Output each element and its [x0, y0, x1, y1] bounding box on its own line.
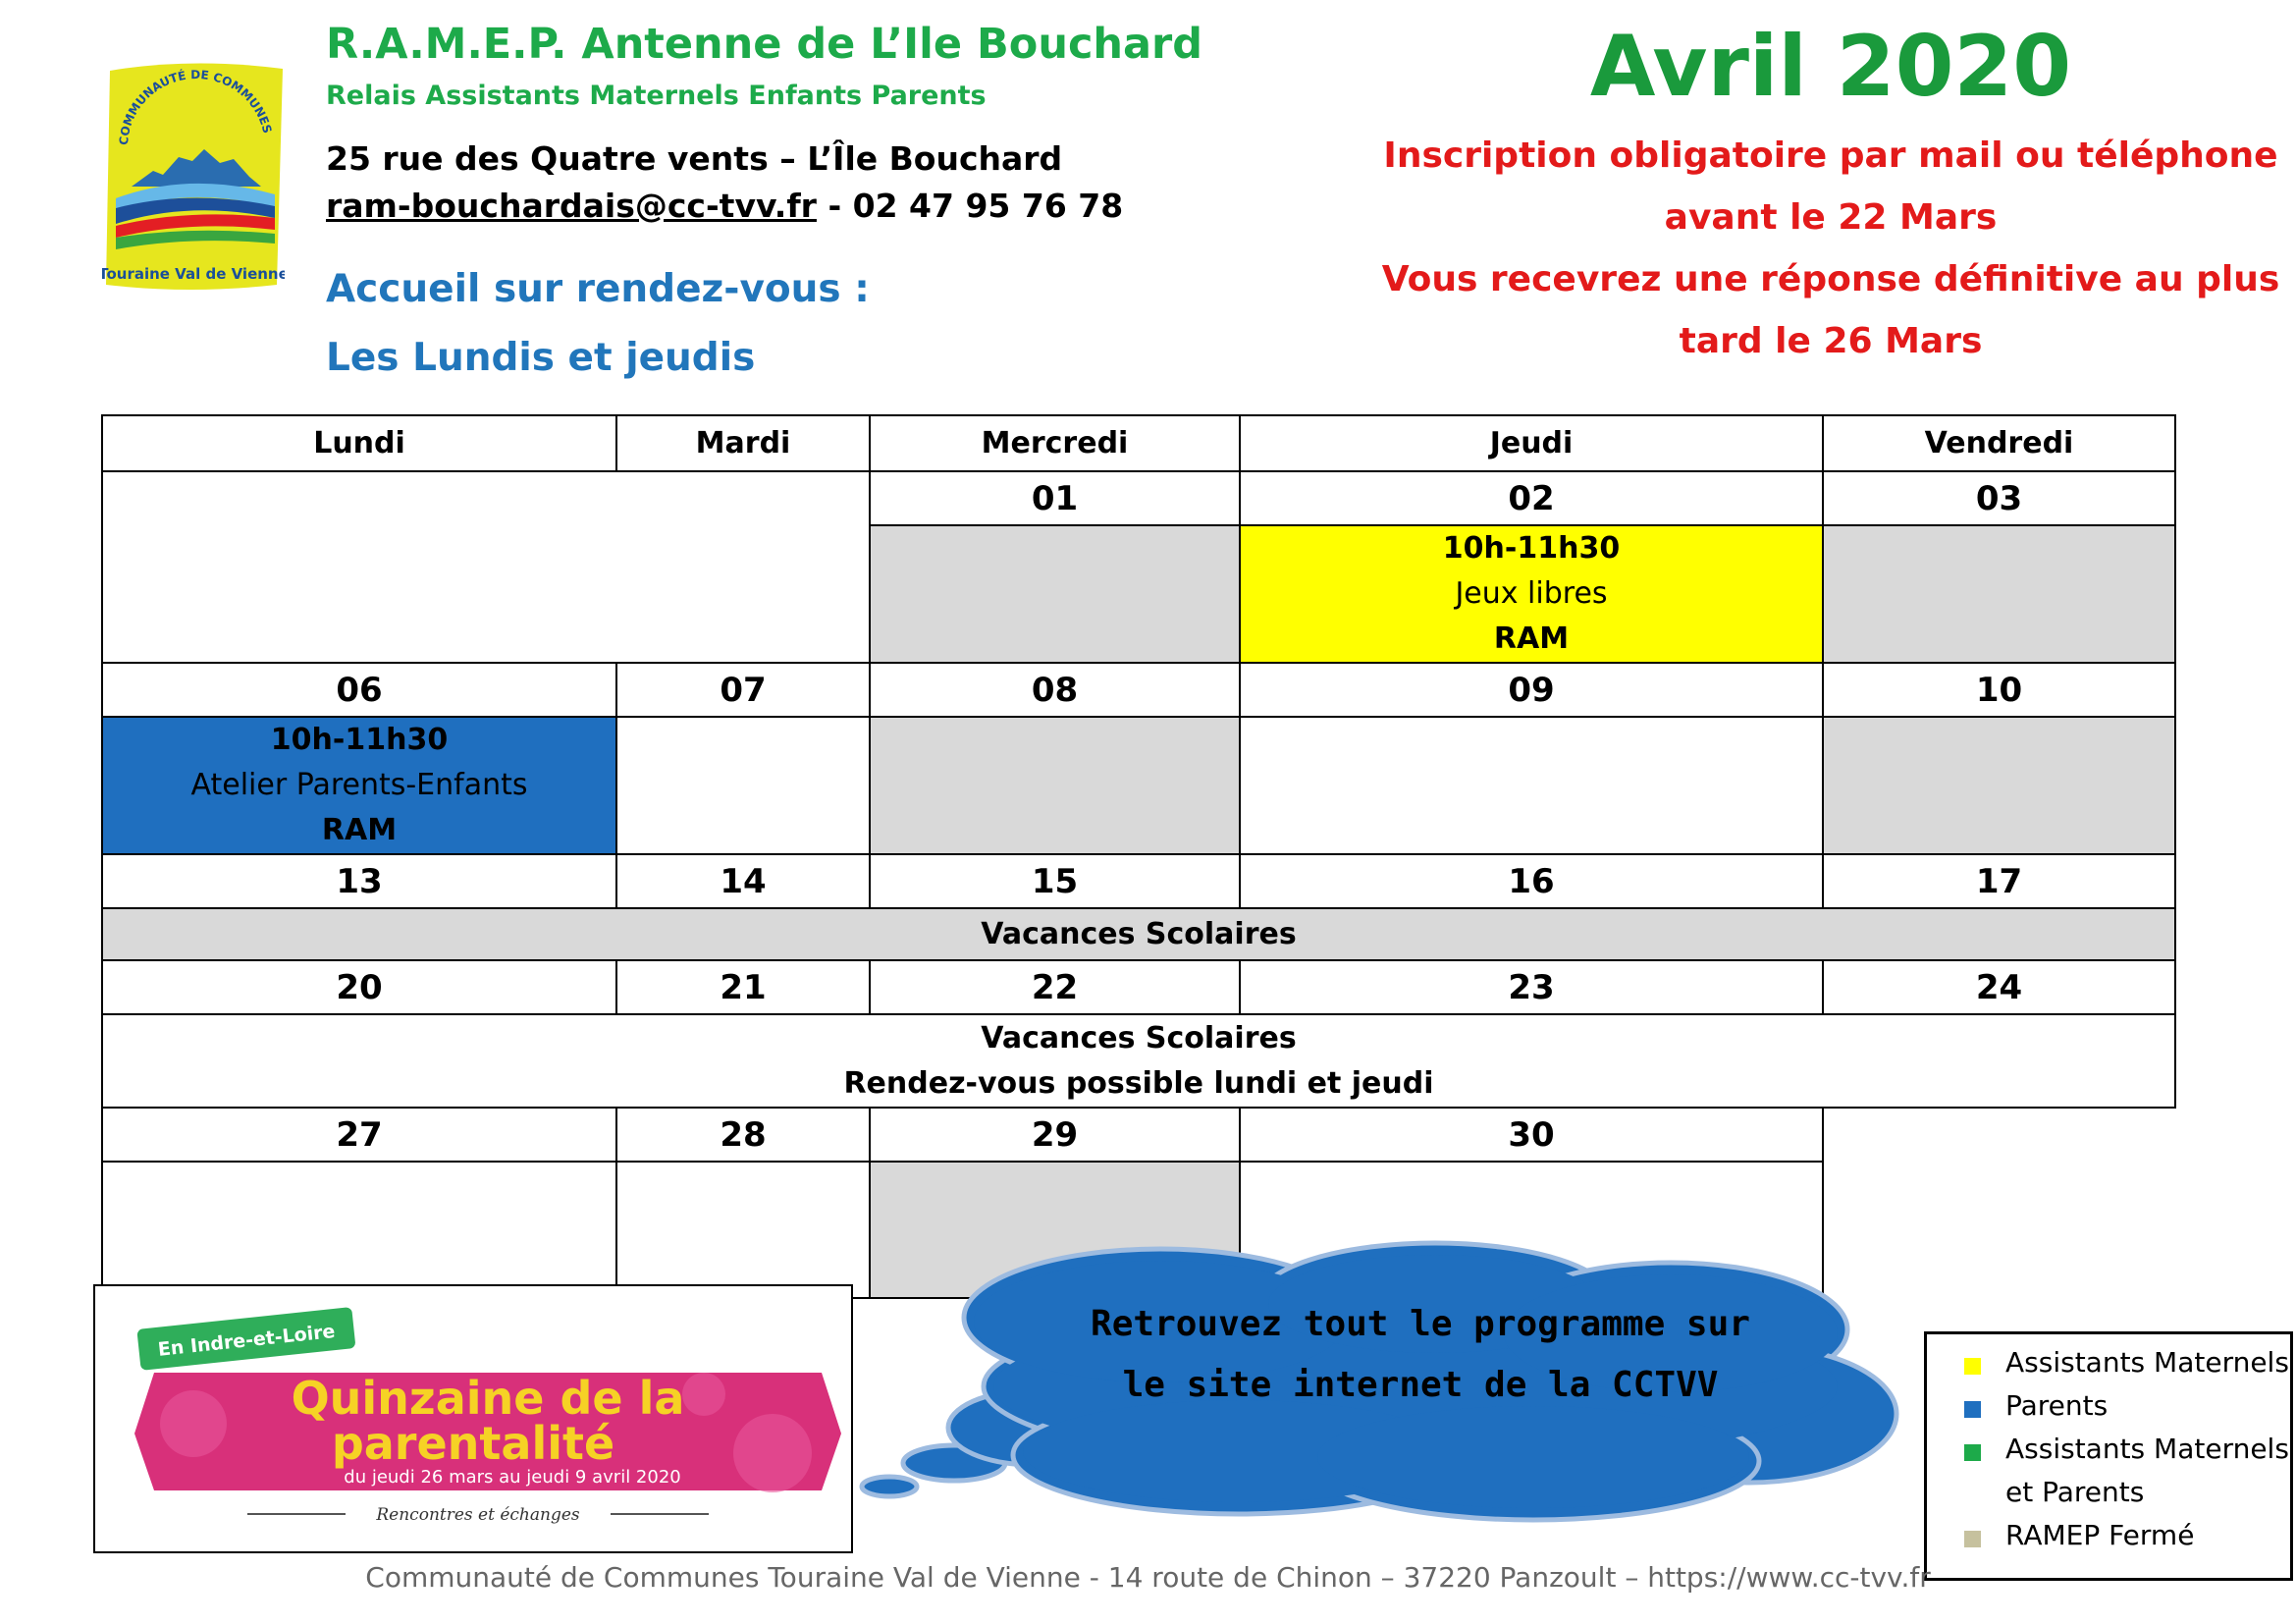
weekday-thursday: Jeudi: [1240, 415, 1823, 471]
empty-cell: [102, 471, 870, 663]
logo-arc-text: COMMUNAUTÉ DE COMMUNES: [116, 67, 275, 146]
week-3-dates: [102, 854, 2175, 908]
legend-swatch-green: [1964, 1444, 1981, 1461]
vacation-label: Vacances Scolaires: [981, 1020, 1297, 1056]
notice-line-3: Vous recevrez une réponse définitive au plus: [1381, 259, 2280, 299]
promo-tagline: Rencontres et échanges: [376, 1505, 580, 1525]
event-name: Jeux libres: [1455, 576, 1608, 611]
date-cell: 30: [1240, 1108, 1823, 1162]
date-cell: 28: [616, 1108, 870, 1162]
calendar: [101, 414, 2174, 1299]
month-title: Avril 2020: [1589, 18, 2072, 116]
header-subtitle: Relais Assistants Maternels Enfants Parents: [326, 81, 987, 111]
date-cell: 15: [870, 854, 1240, 908]
website-cloud: [846, 1239, 1955, 1543]
promo-banner: [93, 1284, 853, 1553]
date-cell: 24: [1823, 960, 2175, 1014]
notice-line-2: avant le 22 Mars: [1664, 197, 1998, 238]
legend-swatch-yellow: [1964, 1358, 1981, 1375]
empty-cell: [1240, 717, 1823, 854]
logo-caption: Touraine Val de Vienne: [102, 265, 285, 283]
vacation-note: Rendez-vous possible lundi et jeudi: [843, 1065, 1434, 1101]
vacation-cell: [102, 1014, 2175, 1108]
date-cell: 14: [616, 854, 870, 908]
week-4-vacation: [102, 1014, 2175, 1108]
event-jeux-libres[interactable]: [1240, 525, 1823, 663]
empty-cell: [616, 717, 870, 854]
promo-tag: En Indre-et-Loire: [156, 1321, 337, 1361]
promo-dates: du jeudi 26 mars au jeudi 9 avril 2020: [344, 1467, 681, 1488]
legend-swatch-blue: [1964, 1401, 1981, 1418]
notice-line-1: Inscription obligatoire par mail ou téléphone: [1383, 135, 2278, 176]
empty-cell: [616, 1162, 870, 1298]
weekday-friday: Vendredi: [1823, 415, 2175, 471]
date-cell: 16: [1240, 854, 1823, 908]
legend-label: Parents: [2005, 1389, 2109, 1422]
date-cell: 22: [870, 960, 1240, 1014]
closed-cell: [870, 525, 1240, 663]
closed-cell: [870, 717, 1240, 854]
event-time: 10h-11h30: [270, 723, 449, 757]
date-cell: 27: [102, 1108, 616, 1162]
date-cell: 17: [1823, 854, 2175, 908]
weekday-header-row: [102, 415, 2175, 471]
legend-label: et Parents: [2005, 1476, 2145, 1508]
date-cell: 06: [102, 663, 616, 717]
accueil-days: Les Lundis et jeudis: [326, 336, 756, 380]
week-5-dates: [102, 1108, 2175, 1162]
header-address: 25 rue des Quatre vents – L’Île Bouchard: [326, 139, 1063, 178]
footer-text: Communauté de Communes Touraine Val de Vienne - 14 route de Chinon – 37220 Panzoult – https://www.cc-tvv.fr: [365, 1561, 1931, 1594]
weekday-wednesday: Mercredi: [870, 415, 1240, 471]
weekday-monday: Lundi: [102, 415, 616, 471]
empty-cell: [102, 1162, 616, 1298]
vacation-cell: [102, 908, 2175, 960]
date-cell: 03: [1823, 471, 2175, 525]
closed-cell: [1823, 717, 2175, 854]
date-cell: 21: [616, 960, 870, 1014]
legend-label: Assistants Maternels: [2005, 1346, 2289, 1379]
legend-label: RAMEP Fermé: [2005, 1519, 2195, 1551]
date-cell: 09: [1240, 663, 1823, 717]
date-cell: 02: [1240, 471, 1823, 525]
promo-title-2: parentalité: [331, 1417, 615, 1470]
cloud-line-2: le site internet de la CCTVV: [1122, 1365, 1719, 1405]
phone-number: - 02 47 95 76 78: [816, 187, 1124, 225]
accueil-text: Accueil sur rendez-vous :: [326, 267, 870, 311]
date-cell: 23: [1240, 960, 1823, 1014]
event-name: Atelier Parents-Enfants: [190, 768, 528, 802]
weekday-tuesday: Mardi: [616, 415, 870, 471]
legend-swatch-beige: [1964, 1531, 1981, 1547]
event-organizer: RAM: [321, 813, 398, 847]
date-cell: 13: [102, 854, 616, 908]
vacation-label: Vacances Scolaires: [981, 916, 1297, 951]
header-contact: [326, 187, 1123, 225]
community-logo: [102, 61, 285, 291]
week-3-vacation: [102, 908, 2175, 960]
empty-cell: [1823, 1108, 2175, 1162]
legend-label: Assistants Maternels: [2005, 1433, 2289, 1465]
cloud-line-1: Retrouvez tout le programme sur: [1091, 1304, 1750, 1344]
week-2-events: [102, 717, 2175, 854]
email-link[interactable]: ram-bouchardais@cc-tvv.fr: [326, 187, 817, 225]
legend-box: [1924, 1331, 2293, 1581]
date-cell: 20: [102, 960, 616, 1014]
date-cell: 10: [1823, 663, 2175, 717]
date-cell: 07: [616, 663, 870, 717]
date-cell: 01: [870, 471, 1240, 525]
event-organizer: RAM: [1493, 622, 1570, 656]
notice-line-4: tard le 26 Mars: [1679, 321, 1983, 361]
week-2-dates: [102, 663, 2175, 717]
header-title: R.A.M.E.P. Antenne de L’Ile Bouchard: [326, 20, 1203, 69]
event-atelier-parents-enfants[interactable]: [102, 717, 616, 854]
week-1-dates: [102, 471, 2175, 525]
date-cell: 08: [870, 663, 1240, 717]
event-time: 10h-11h30: [1442, 531, 1621, 566]
promo-title-1: Quinzaine de la: [291, 1372, 685, 1425]
closed-cell: [1823, 525, 2175, 663]
week-4-dates: [102, 960, 2175, 1014]
date-cell: 29: [870, 1108, 1240, 1162]
